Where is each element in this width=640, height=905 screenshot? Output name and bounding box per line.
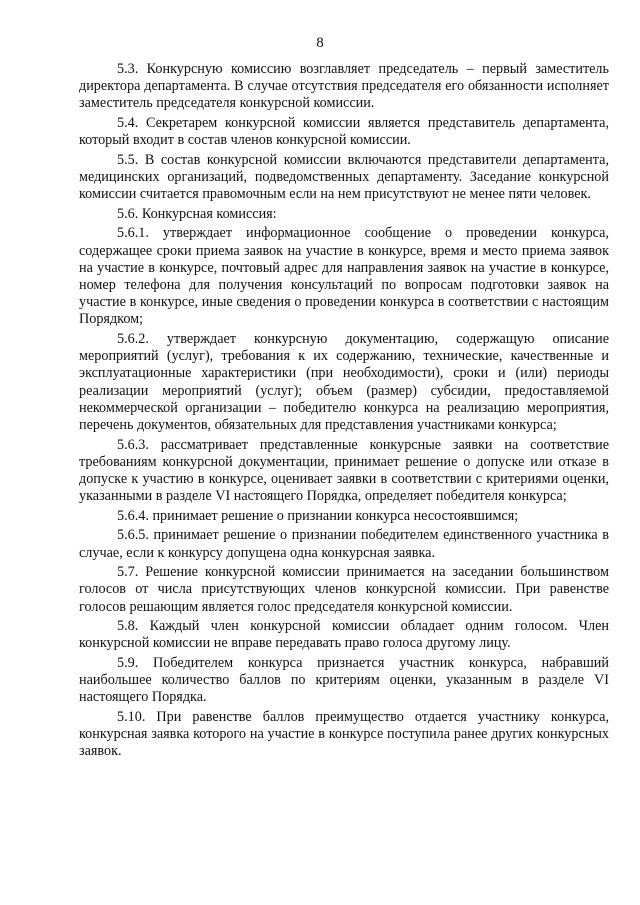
paragraph-5-3: 5.3. Конкурсную комиссию возглавляет председатель – первый заместитель директора департамента. В случае отсутствия председателя его обязанности исполняет заместитель председателя конкурсной комиссии. — [79, 61, 609, 112]
paragraph-5-6-1: 5.6.1. утверждает информационное сообщение о проведении конкурса, содержащее сроки приема заявок на участие в конкурсе, время и место приема заявок на участие в конкурсе, почтовый адрес для направления заявок на участие в конкурсе, номер телефона для получения консультаций по вопросам подготовки заявок на участие в конкурсе, иные сведения о проведении конкурса в соответствии с настоящим Порядком; — [79, 225, 609, 328]
paragraph-5-7: 5.7. Решение конкурсной комиссии принимается на заседании большинством голосов от числа присутствующих членов конкурсной комиссии. При равенстве голосов решающим является голос председателя конкурсной комиссии. — [79, 564, 609, 615]
paragraph-5-6-5: 5.6.5. принимает решение о признании победителем единственного участника в случае, если к конкурсу допущена одна конкурсная заявка. — [79, 527, 609, 561]
paragraph-5-5: 5.5. В состав конкурсной комиссии включаются представители департамента, медицинских организаций, подведомственных департаменту. Заседание конкурсной комиссии считается правомочным если на нем присутствуют не менее пяти человек. — [79, 151, 609, 203]
page-number: 8 — [316, 35, 324, 51]
paragraph-5-10: 5.10. При равенстве баллов преимущество отдается участнику конкурса, конкурсная заявка которого на участие в конкурсе поступила ранее других конкурсных заявок. — [79, 709, 609, 760]
paragraph-5-8: 5.8. Каждый член конкурсной комиссии обладает одним голосом. Член конкурсной комиссии не вправе передавать право голоса другому лицу. — [79, 618, 609, 652]
paragraph-5-9: 5.9. Победителем конкурса признается участник конкурса, набравший наибольшее количество баллов по критериям оценки, указанным в разделе VI настоящего Порядка. — [79, 655, 609, 706]
paragraph-5-4: 5.4. Секретарем конкурсной комиссии является представитель департамента, который входит в состав членов конкурсной комиссии. — [79, 115, 609, 149]
document-body — [79, 61, 609, 763]
paragraph-5-6-4: 5.6.4. принимает решение о признании конкурса несостоявшимся; — [117, 507, 519, 524]
paragraph-5-6-3: 5.6.3. рассматривает представленные конкурсные заявки на соответствие требованиям конкурсной документации, принимает решение о допуске или отказе в допуске к участию в конкурсе, оценивает заявки в соответствии с критериями оценки, указанными в разделе VI настоящего Порядка, определяет победителя конкурса; — [79, 436, 609, 505]
paragraph-5-6: 5.6. Конкурсная комиссия: — [117, 205, 277, 222]
paragraph-5-6-2: 5.6.2. утверждает конкурсную документацию, содержащую описание мероприятий (услуг), требования к их содержанию, технические, качественные и эксплуатационные характеристики (при необходимости), сроки и (или) периоды реализации мероприятий (услуг); объем (размер) субсидии, предоставляемой некоммерческой организации – победителю конкурса на реализацию мероприятия, перечень документов, обязательных для представления участниками конкурса; — [79, 331, 609, 434]
